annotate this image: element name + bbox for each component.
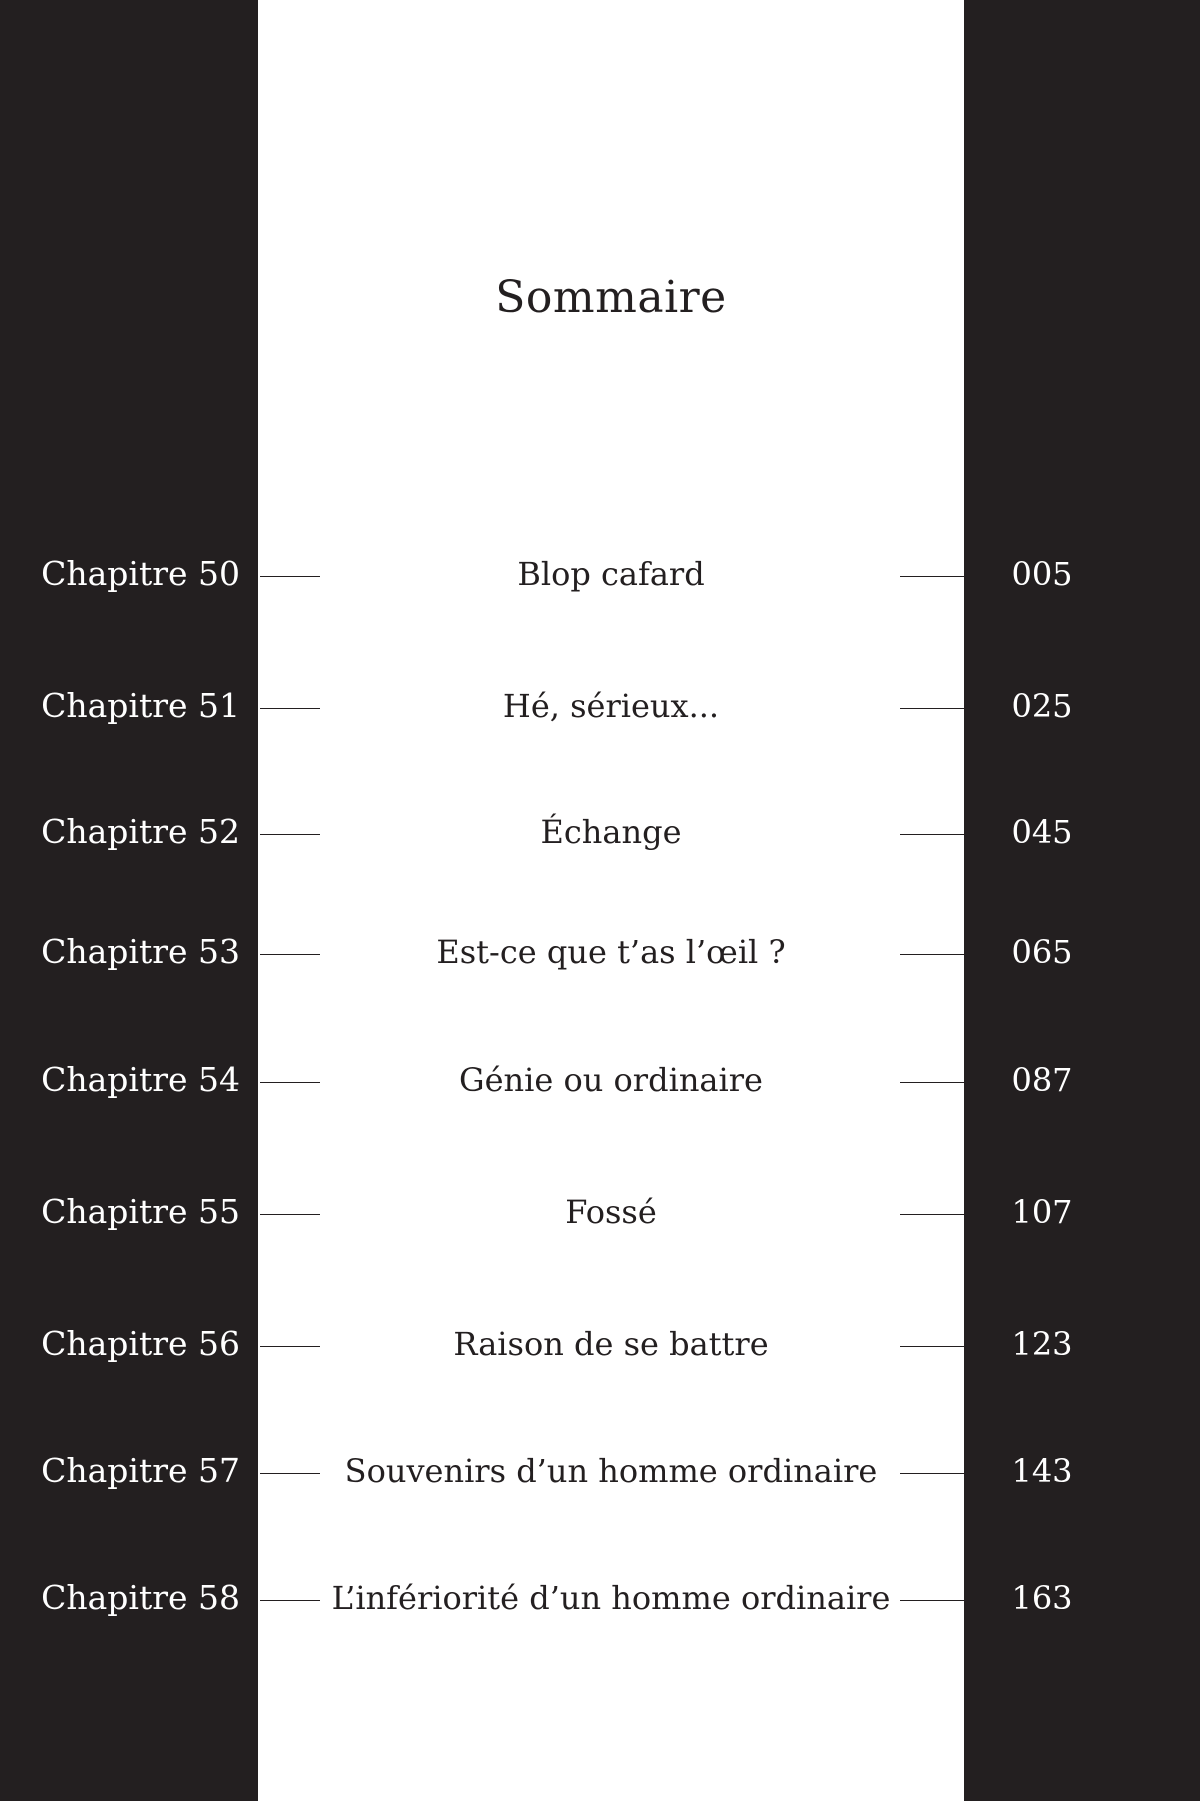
leader-line-right [900, 954, 964, 955]
toc-row-8 [0, 1568, 1200, 1628]
chapter-title: Est-ce que t’as l’œil ? [436, 933, 786, 971]
leader-line-right [900, 708, 964, 709]
leader-line-left [260, 1600, 320, 1601]
leader-line-left [260, 1214, 320, 1215]
chapter-number: Chapitre 50 [41, 554, 240, 593]
page-number: 163 [1011, 1579, 1073, 1617]
page-number: 005 [1011, 555, 1073, 593]
chapter-title: Hé, sérieux... [502, 687, 720, 725]
leader-line-right [900, 1346, 964, 1347]
chapter-number: Chapitre 58 [41, 1578, 240, 1617]
leader-line-left [260, 576, 320, 577]
center-page-panel [258, 0, 964, 1801]
leader-line-left [260, 834, 320, 835]
toc-row-2 [0, 802, 1200, 862]
chapter-title: Blop cafard [517, 555, 705, 593]
chapter-number: Chapitre 51 [41, 686, 240, 725]
toc-row-0 [0, 544, 1200, 604]
toc-row-1 [0, 676, 1200, 736]
chapter-title: L’infériorité d’un homme ordinaire [331, 1579, 891, 1617]
chapter-number: Chapitre 53 [41, 932, 240, 971]
page-number: 143 [1011, 1452, 1073, 1490]
toc-row-6 [0, 1314, 1200, 1374]
leader-line-left [260, 954, 320, 955]
page-number: 123 [1011, 1325, 1073, 1363]
toc-row-7 [0, 1441, 1200, 1501]
chapter-title: Raison de se battre [453, 1325, 769, 1363]
page-number: 107 [1011, 1193, 1073, 1231]
leader-line-right [900, 834, 964, 835]
leader-line-right [900, 1082, 964, 1083]
chapter-title: Fossé [565, 1193, 657, 1231]
page-number: 045 [1011, 813, 1073, 851]
leader-line-left [260, 708, 320, 709]
toc-row-5 [0, 1182, 1200, 1242]
leader-line-right [900, 576, 964, 577]
leader-line-right [900, 1600, 964, 1601]
chapter-number: Chapitre 55 [41, 1192, 240, 1231]
chapter-title: Échange [540, 813, 682, 851]
chapter-number: Chapitre 52 [41, 812, 240, 851]
page-title: Sommaire [495, 272, 727, 323]
page-number: 065 [1011, 933, 1073, 971]
leader-line-right [900, 1214, 964, 1215]
chapter-number: Chapitre 56 [41, 1324, 240, 1363]
chapter-number: Chapitre 54 [41, 1060, 240, 1099]
chapter-number: Chapitre 57 [41, 1451, 240, 1490]
page-number: 087 [1011, 1061, 1073, 1099]
chapter-title: Génie ou ordinaire [459, 1061, 763, 1099]
toc-row-3 [0, 922, 1200, 982]
leader-line-left [260, 1346, 320, 1347]
chapter-title: Souvenirs d’un homme ordinaire [344, 1452, 878, 1490]
leader-line-right [900, 1473, 964, 1474]
page-number: 025 [1011, 687, 1073, 725]
toc-row-4 [0, 1050, 1200, 1110]
leader-line-left [260, 1473, 320, 1474]
leader-line-left [260, 1082, 320, 1083]
